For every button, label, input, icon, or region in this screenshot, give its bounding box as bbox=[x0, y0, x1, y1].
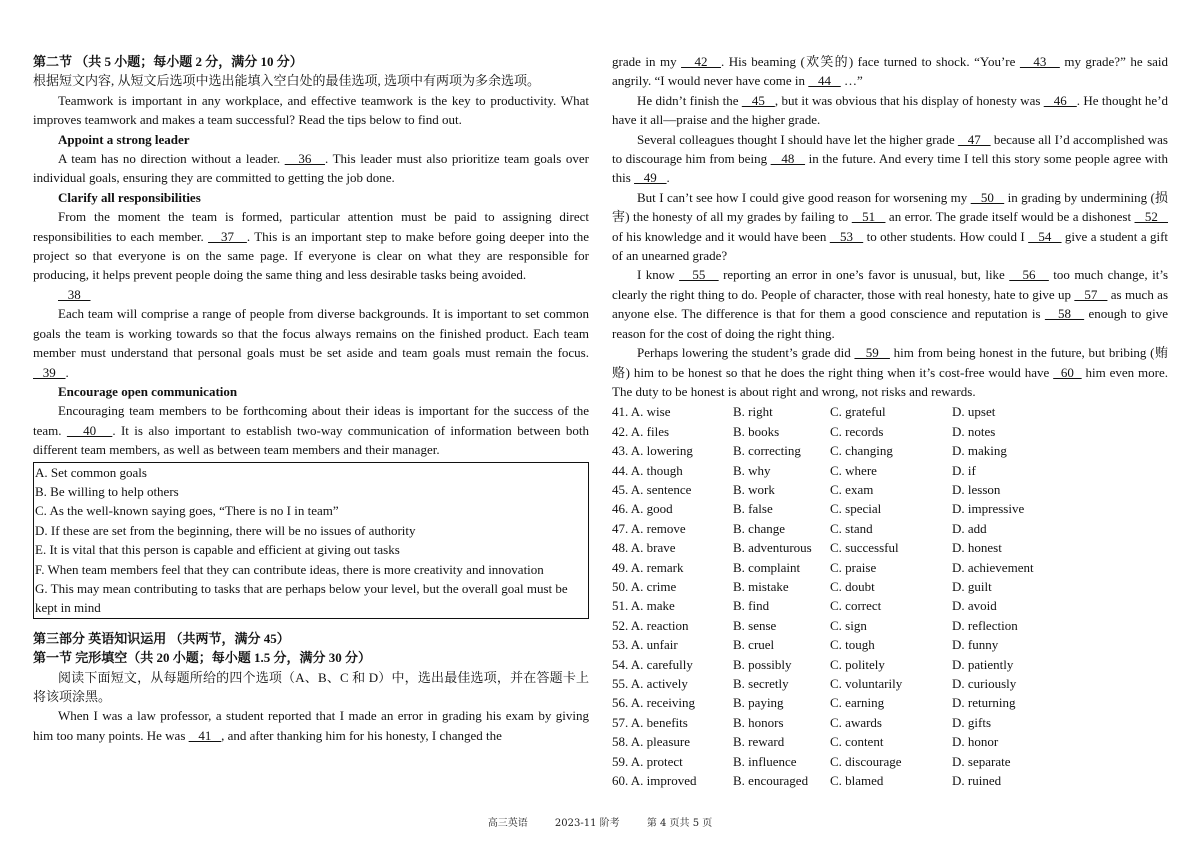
blank-60: 60 bbox=[1053, 364, 1082, 380]
paragraph-communication: Encouraging team members to be forthcoming about their ideas is important for the success of the team. 40 . It is also important to establish two-way communication of information between both different team members, as well as between team members and their manager. bbox=[33, 403, 590, 458]
choice-option: 50. A. crime bbox=[612, 578, 677, 594]
blank-50: 50 bbox=[970, 189, 1005, 205]
cloze-paragraph-4: But I can’t see how I could give good reason for worsening my 50 in grading by undermining (损害) the honesty of all my grades by failing to 51 an error. The grade itself would be a dishonest 52 of his knowledge and it would have been 53 to other students. How could I 54 give a student a gift of an unearned grade? bbox=[612, 189, 1169, 264]
choice-option: 55. A. actively bbox=[612, 676, 688, 691]
choice-option: B. honors bbox=[733, 714, 784, 730]
choice-option: D. curiously bbox=[952, 676, 1017, 691]
option-g: G. This may mean contributing to tasks that are perhaps below your level, but the overall goal must be kept in mind bbox=[35, 580, 568, 616]
section2-instructions: 根据短文内容, 从短文后选项中选出能填入空白处的最佳选项, 选项中有两项为多余选项。 bbox=[33, 73, 541, 89]
choice-option: B. work bbox=[733, 481, 775, 497]
choice-option: D. reflection bbox=[952, 617, 1018, 633]
choice-option: 48. A. brave bbox=[612, 540, 676, 556]
choice-row bbox=[612, 538, 1102, 557]
choice-option: 43. A. lowering bbox=[612, 443, 693, 459]
choice-option: 41. A. wise bbox=[612, 404, 671, 420]
blank-52: 52 bbox=[1134, 209, 1169, 225]
choice-row bbox=[612, 616, 1102, 635]
section1-title: 第一节 完形填空（共 20 小题；每小题 1.5 分，满分 30 分） bbox=[33, 650, 372, 666]
choice-option: C. records bbox=[830, 423, 884, 439]
choice-row bbox=[612, 732, 1102, 751]
section1-instructions: 阅读下面短文，从每题所给的四个选项（A、B、C 和 D）中，选出最佳选项，并在答题卡上将该项涂黑。 bbox=[33, 669, 589, 704]
blank-40: 40 bbox=[66, 422, 113, 438]
blank-57: 57 bbox=[1074, 286, 1108, 302]
choice-option: C. exam bbox=[830, 481, 874, 497]
choice-option: C. doubt bbox=[830, 578, 875, 594]
blank-58: 58 bbox=[1044, 306, 1085, 322]
choice-option: C. discourage bbox=[830, 753, 902, 769]
choice-row bbox=[612, 655, 1102, 674]
choice-row bbox=[612, 558, 1102, 577]
choice-option: D. honest bbox=[952, 540, 1002, 556]
choice-option: B. possibly bbox=[733, 656, 792, 672]
choice-option: B. right bbox=[733, 404, 773, 420]
choice-option: C. tough bbox=[830, 637, 875, 653]
options-box bbox=[33, 462, 589, 619]
choice-row bbox=[612, 402, 1102, 421]
choice-option: 58. A. pleasure bbox=[612, 734, 690, 750]
blank-48: 48 bbox=[770, 151, 806, 167]
choice-option: D. lesson bbox=[952, 481, 1001, 497]
cloze-paragraph-5: I know 55 reporting an error in one’s favor is unusual, but, like 56 too much change, it’s clearly the right thing to do. People of character, those with real honesty, hate to give up 57 as much as anyone else. The difference is that for them a good conscience and reputation is 58 enough to give reason for the cost of doing the right thing. bbox=[612, 267, 1169, 341]
choice-option: D. impressive bbox=[952, 501, 1025, 517]
choice-option: D. gifts bbox=[952, 714, 991, 730]
blank-53: 53 bbox=[829, 228, 864, 244]
choice-option: 49. A. remark bbox=[612, 559, 684, 575]
blank-37: 37 bbox=[208, 228, 247, 244]
paragraph-leader: A team has no direction without a leader. 36 . This leader must also prioritize team goals over individual goals, ensuring they are committed to getting the job done. bbox=[33, 151, 589, 186]
option-e: E. It is vital that this person is capable and efficient at giving out tasks bbox=[35, 542, 400, 558]
blank-43: 43 bbox=[1019, 54, 1060, 69]
footer-subject: 高三英语 bbox=[487, 818, 528, 829]
blank-38: 38 bbox=[58, 286, 91, 302]
choice-option: D. upset bbox=[952, 404, 996, 420]
choice-option: C. special bbox=[830, 501, 882, 517]
option-b: B. Be willing to help others bbox=[35, 483, 179, 499]
choice-option: 56. A. receiving bbox=[612, 695, 696, 711]
choice-row bbox=[612, 771, 1102, 790]
blank-56: 56 bbox=[1009, 267, 1049, 283]
choice-option: B. false bbox=[733, 501, 773, 517]
choice-option: 42. A. files bbox=[612, 423, 670, 439]
choice-option: C. correct bbox=[830, 598, 882, 614]
choice-option: 47. A. remove bbox=[612, 520, 686, 536]
choice-option: 57. A. benefits bbox=[612, 714, 688, 730]
choice-option: C. politely bbox=[830, 656, 885, 672]
paragraph-responsibilities: From the moment the team is formed, particular attention must be paid to assigning direct responsibilities to each member. 37 . This is an important step to make before going deeper into the project so that everyone is on the same page. If everyone is clear on what they are responsible for producing, it helps prevent people doing the same thing and less desirable tasks being avoided. bbox=[33, 209, 590, 283]
choice-option: C. successful bbox=[830, 540, 899, 556]
option-d: D. If these are set from the beginning, there will be no issues of authority bbox=[35, 522, 416, 538]
option-f: F. When team members feel that they can contribute ideas, there is more creativity and innovation bbox=[35, 561, 544, 577]
blank-46: 46 bbox=[1043, 92, 1077, 108]
choice-row bbox=[612, 596, 1102, 615]
choice-option: B. correcting bbox=[733, 443, 801, 459]
part3-title: 第三部分 英语知识运用 （共两节，满分 45） bbox=[33, 630, 290, 646]
choice-option: C. grateful bbox=[830, 404, 886, 420]
blank-42: 42 bbox=[681, 54, 721, 69]
choice-row bbox=[612, 461, 1102, 480]
choice-option: D. avoid bbox=[952, 598, 997, 614]
choice-option: D. add bbox=[952, 520, 987, 536]
choice-row bbox=[612, 713, 1102, 732]
choice-option: C. voluntarily bbox=[830, 676, 903, 691]
choice-option: C. changing bbox=[830, 443, 893, 459]
choice-option: C. where bbox=[830, 462, 877, 478]
footer-page: 第 4 页共 5 页 bbox=[646, 818, 713, 829]
choice-option: C. content bbox=[830, 734, 884, 750]
blank-36: 36 bbox=[284, 151, 326, 167]
blank-47: 47 bbox=[957, 131, 991, 147]
passage-intro: Teamwork is important in any workplace, and effective teamwork is the key to productivity. What improves teamwork and makes a team successful? Read the tips below to find out. bbox=[33, 92, 589, 128]
choice-option: B. books bbox=[733, 423, 780, 439]
blank-55: 55 bbox=[679, 267, 719, 283]
cloze-paragraph-1-cont: grade in my 42 . His beaming (欢笑的) face turned to shock. “You’re 43 my grade?” he said angrily. “I would never have come in 44 …” bbox=[612, 54, 1169, 89]
cloze-paragraph-2: He didn’t finish the 45 , but it was obvious that his display of honesty was 46 . He thought he’d have it all—praise and the higher grade. bbox=[612, 92, 1169, 128]
choice-option: B. change bbox=[733, 520, 785, 536]
choice-option: B. encouraged bbox=[733, 773, 809, 789]
choice-option: B. secretly bbox=[733, 676, 789, 691]
choice-option: D. returning bbox=[952, 695, 1016, 711]
choice-option: D. making bbox=[952, 443, 1007, 459]
heading-blank-38 bbox=[33, 285, 589, 304]
choice-option: B. influence bbox=[733, 753, 797, 769]
footer-exam: 2023-11 阶考 bbox=[554, 818, 620, 829]
page-footer bbox=[0, 814, 1200, 829]
choice-option: B. mistake bbox=[733, 578, 789, 594]
blank-41: 41 bbox=[188, 727, 222, 743]
choice-row bbox=[612, 519, 1102, 538]
choice-option: D. patiently bbox=[952, 656, 1014, 672]
choice-option: D. guilt bbox=[952, 578, 992, 594]
choice-option: D. ruined bbox=[952, 773, 1002, 789]
choice-option: 46. A. good bbox=[612, 501, 673, 517]
choice-row bbox=[612, 752, 1102, 771]
blank-45: 45 bbox=[741, 92, 775, 108]
choice-option: C. awards bbox=[830, 714, 882, 730]
choice-option: C. sign bbox=[830, 617, 867, 633]
choice-row bbox=[612, 422, 1102, 441]
choice-option: 53. A. unfair bbox=[612, 637, 678, 653]
choice-option: 52. A. reaction bbox=[612, 617, 689, 633]
choice-option: 44. A. though bbox=[612, 462, 683, 478]
blank-44: 44 bbox=[808, 73, 841, 89]
choice-option: 54. A. carefully bbox=[612, 656, 693, 672]
cloze-paragraph-3: Several colleagues thought I should have let the higher grade 47 because all I’d accomplished was to discourage him from being 48 in the future. And every time I tell this story some people agree with this 49 . bbox=[612, 131, 1168, 186]
choice-option: 45. A. sentence bbox=[612, 481, 692, 497]
choice-option: D. notes bbox=[952, 423, 996, 439]
choice-option: B. adventurous bbox=[733, 540, 812, 556]
section2-title: 第二节 （共 5 小题；每小题 2 分，满分 10 分） bbox=[33, 54, 303, 69]
blank-39: 39 bbox=[33, 364, 66, 380]
option-c: C. As the well-known saying goes, “There is no I in team” bbox=[35, 503, 339, 519]
choice-option: D. achievement bbox=[952, 559, 1034, 575]
choice-option: B. cruel bbox=[733, 637, 775, 653]
cloze-paragraph-6: Perhaps lowering the student’s grade did 59 him from being honest in the future, but bribing (贿赂) him to be honest so that he does the right thing when it’s cost-free would have 60 him even more. The duty to be honest is about right and wrong, not risks and rewards. bbox=[612, 345, 1169, 399]
choice-option: B. find bbox=[733, 598, 770, 614]
choice-option: 51. A. make bbox=[612, 598, 675, 614]
choice-option: D. separate bbox=[952, 753, 1011, 769]
choice-option: C. praise bbox=[830, 559, 877, 575]
heading-responsibilities: Clarify all responsibilities bbox=[58, 189, 201, 205]
choice-row bbox=[612, 499, 1102, 518]
choice-option: 60. A. improved bbox=[612, 773, 697, 789]
left-column bbox=[33, 52, 589, 745]
choice-row bbox=[612, 480, 1102, 499]
choice-option: B. sense bbox=[733, 617, 777, 633]
blank-49: 49 bbox=[634, 170, 667, 186]
choice-option: B. paying bbox=[733, 695, 784, 711]
right-column bbox=[612, 52, 1168, 790]
choice-row bbox=[612, 674, 1102, 693]
choice-option: C. earning bbox=[830, 695, 885, 711]
choice-option: B. why bbox=[733, 462, 771, 478]
choice-row bbox=[612, 577, 1102, 596]
choice-row bbox=[612, 635, 1102, 654]
option-a: A. Set common goals bbox=[35, 464, 147, 480]
blank-51: 51 bbox=[851, 209, 886, 225]
choice-option: 59. A. protect bbox=[612, 753, 683, 769]
choice-option: C. stand bbox=[830, 520, 873, 536]
paragraph-goals: Each team will comprise a range of people from diverse backgrounds. It is important to set common goals the team is working towards so that the focus always remains on the finished product. Each team member must understand that personal goals must be set aside and team goals must remain the focus. 39 . bbox=[33, 306, 589, 380]
heading-communication: Encourage open communication bbox=[58, 383, 238, 399]
blank-54: 54 bbox=[1028, 228, 1062, 244]
choice-option: D. if bbox=[952, 462, 976, 478]
choice-option: D. honor bbox=[952, 734, 999, 750]
choice-option: B. complaint bbox=[733, 559, 801, 575]
choice-option: D. funny bbox=[952, 637, 999, 653]
cloze-paragraph-1: When I was a law professor, a student reported that I made an error in grading his exam by giving him too many points. He was 41 , and after thanking him for his honesty, I changed the bbox=[33, 708, 589, 743]
blank-59: 59 bbox=[854, 345, 890, 361]
choice-row bbox=[612, 693, 1102, 712]
choices-table bbox=[612, 402, 1102, 790]
choice-option: B. reward bbox=[733, 734, 785, 750]
heading-leader: Appoint a strong leader bbox=[58, 131, 190, 147]
choice-row bbox=[612, 441, 1102, 460]
choice-option: C. blamed bbox=[830, 773, 884, 789]
